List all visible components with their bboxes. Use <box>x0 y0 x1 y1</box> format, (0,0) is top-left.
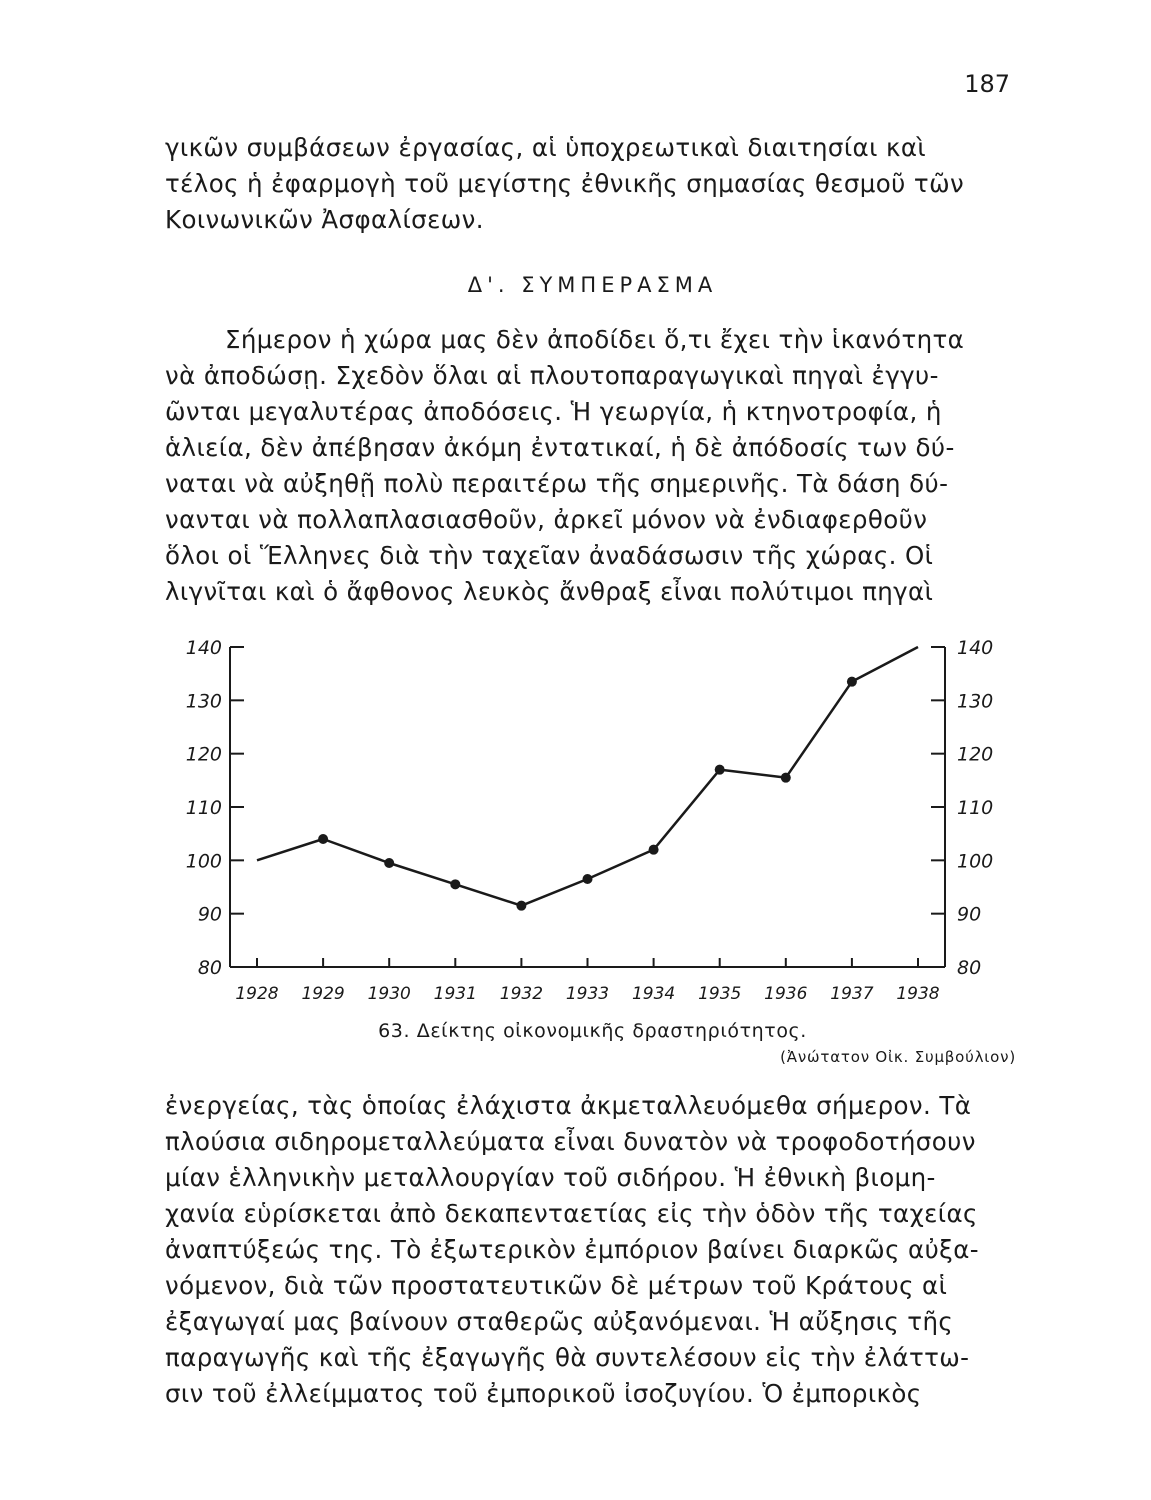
y-tick-label-left: 130 <box>185 690 222 713</box>
y-tick-label-left: 80 <box>197 957 222 979</box>
economic-activity-chart <box>180 625 1010 1010</box>
x-tick-label: 1934 <box>631 984 676 1004</box>
x-tick-label: 1930 <box>367 984 411 1004</box>
y-tick-label-right: 110 <box>957 797 994 819</box>
data-point <box>318 834 328 844</box>
data-point <box>516 901 526 911</box>
y-tick-label-right: 80 <box>957 957 982 979</box>
y-tick-label-right: 120 <box>957 743 994 766</box>
y-tick-label-right: 130 <box>957 690 994 713</box>
figure-caption: 63. Δείκτης οἰκονομικῆς δραστηριότητος. <box>378 1020 807 1042</box>
paragraph-intro <box>165 130 1020 238</box>
y-tick-label-left: 140 <box>185 637 222 659</box>
text-line: ἁλιεία, δὲν ἀπέβησαν ἀκόμη ἐντατικαί, ἡ δὲ ἀπόδοσίς των δύ- <box>165 433 955 462</box>
x-tick-label: 1937 <box>830 984 874 1004</box>
series-line <box>257 647 918 906</box>
text-line: παραγωγῆς καὶ τῆς ἐξαγωγῆς θὰ συντελέσουν εἰς τὴν ἐλάττω- <box>165 1343 970 1372</box>
paragraph-energy <box>165 1088 1020 1412</box>
y-tick-label-left: 120 <box>185 743 222 766</box>
x-tick-label: 1935 <box>698 984 742 1004</box>
text-line: σιν τοῦ ἐλλείμματος τοῦ ἐμπορικοῦ ἰσοζυγίου. Ὁ ἐμπορικὸς <box>165 1379 922 1408</box>
text-line: ναται νὰ αὐξηθῇ πολὺ περαιτέρω τῆς σημερινῆς. Τὰ δάση δύ- <box>165 469 949 498</box>
text-line: τέλος ἡ ἐφαρμογὴ τοῦ μεγίστης ἐθνικῆς σημασίας θεσμοῦ τῶν <box>165 169 965 198</box>
data-point <box>583 874 593 884</box>
data-point <box>847 677 857 687</box>
x-tick-label: 1938 <box>896 984 940 1004</box>
text-line: ἀναπτύξεώς της. Τὸ ἐξωτερικὸν ἐμπόριον βαίνει διαρκῶς αὐξα- <box>165 1235 980 1264</box>
x-tick-label: 1928 <box>235 984 279 1004</box>
y-tick-label-right: 100 <box>957 850 994 873</box>
x-tick-label: 1931 <box>433 984 477 1004</box>
text-line: νόμενον, διὰ τῶν προστατευτικῶν δὲ μέτρων τοῦ Κράτους αἱ <box>165 1271 948 1300</box>
text-line: νανται νὰ πολλαπλασιασθοῦν, ἀρκεῖ μόνον νὰ ἐνδιαφερθοῦν <box>165 505 928 534</box>
x-tick-label: 1936 <box>764 984 808 1004</box>
y-tick-label-left: 100 <box>185 850 222 873</box>
text-line: μίαν ἑλληνικὴν μεταλλουργίαν τοῦ σιδήρου. Ἡ ἐθνικὴ βιομη- <box>165 1163 936 1192</box>
x-tick-label: 1932 <box>499 984 544 1004</box>
figure-source: (Ἀνώτατον Οἰκ. Συμβούλιον) <box>780 1048 1016 1066</box>
text-line: πλούσια σιδηρομεταλλεύματα εἶναι δυνατὸν νὰ τροφοδοτήσουν <box>165 1127 976 1156</box>
text-line: χανία εὑρίσκεται ἀπὸ δεκαπενταετίας εἰς τὴν ὁδὸν τῆς ταχείας <box>165 1199 978 1228</box>
text-line: νὰ ἀποδώσῃ. Σχεδὸν ὅλαι αἱ πλουτοπαραγωγικαὶ πηγαὶ ἐγγυ- <box>165 361 939 390</box>
data-point <box>715 765 725 775</box>
data-point <box>649 845 659 855</box>
y-tick-label-right: 90 <box>957 903 982 926</box>
text-line: ἐξαγωγαί μας βαίνουν σταθερῶς αὐξανόμεναι. Ἡ αὔξησις τῆς <box>165 1307 954 1336</box>
text-line: Κοινωνικῶν Ἀσφαλίσεων. <box>165 205 484 234</box>
page-number: 187 <box>964 70 1010 98</box>
x-tick-label: 1929 <box>301 984 345 1004</box>
text-line: Σήμερον ἡ χώρα μας δὲν ἀποδίδει ὅ,τι ἔχει τὴν ἱκανότητα <box>225 325 965 354</box>
data-point <box>450 879 460 889</box>
text-line: ἐνεργείας, τὰς ὁποίας ἐλάχιστα ἀκμεταλλευόμεθα σήμερον. Τὰ <box>165 1091 972 1120</box>
data-point <box>781 773 791 783</box>
section-heading: Δ'. ΣΥΜΠΕΡΑΣΜΑ <box>467 273 718 297</box>
text-line: ὅλοι οἱ Ἕλληνες διὰ τὴν ταχεῖαν ἀναδάσωσιν τῆς χώρας. Οἱ <box>165 541 934 570</box>
y-tick-label-left: 90 <box>197 903 222 926</box>
text-line: γικῶν συμβάσεων ἐργασίας, αἱ ὑποχρεωτικαὶ διαιτησίαι καὶ <box>165 133 927 162</box>
x-tick-label: 1933 <box>565 984 610 1004</box>
data-point <box>384 858 394 868</box>
y-tick-label-right: 140 <box>957 637 994 659</box>
text-line: λιγνῖται καὶ ὁ ἄφθονος λευκὸς ἄνθραξ εἶναι πολύτιμοι πηγαὶ <box>165 577 934 606</box>
paragraph-conclusion <box>165 322 1020 610</box>
text-line: ῶνται μεγαλυτέρας ἀποδόσεις. Ἡ γεωργία, ἡ κτηνοτροφία, ἡ <box>165 397 942 426</box>
y-tick-label-left: 110 <box>185 797 222 819</box>
